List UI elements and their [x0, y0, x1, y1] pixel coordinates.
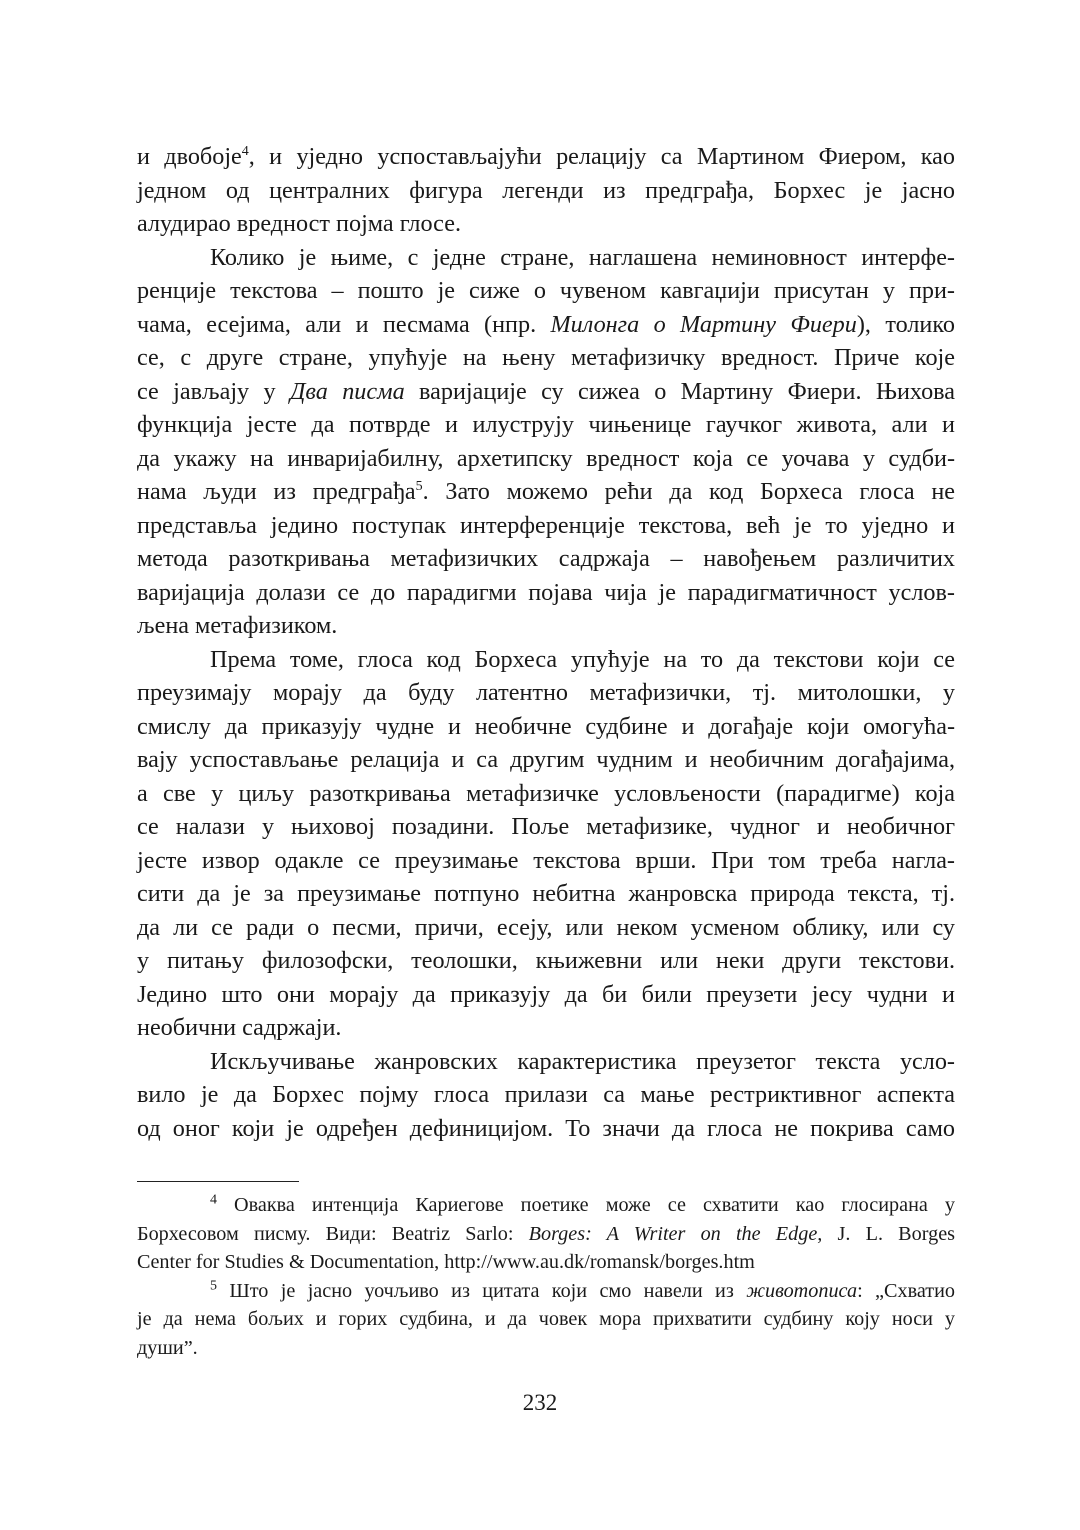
text-run: : „Схватио [857, 1279, 955, 1302]
text-line: да укажу на инваријабилну, архетипску вредност која се уочава у судби- [137, 444, 955, 472]
footnote-number: 4 [210, 1192, 217, 1208]
text-line: вило је да Борхес појму глоса прилази са мање рестриктивног аспекта [137, 1081, 955, 1108]
text-run: чама, есејима, али и песмама (нпр. [137, 310, 551, 338]
text-run: . Зато можемо рећи да код Борхеса глоса не [422, 478, 956, 505]
text-run: варијације су сижеа о Мартину Фиери. Њихова [404, 377, 956, 405]
text-line [137, 475, 955, 509]
text-line: необични садржаји. [137, 1014, 342, 1041]
text-line: души”. [137, 1336, 198, 1359]
text-line: сити да је за преузимање потпуно небитна жанровска природа текста, тј. [137, 880, 955, 907]
title-italic: Два писма [290, 377, 405, 405]
text-run: Оваква интенција Кариегове поетике може се схватити као глосирана у [217, 1194, 955, 1216]
text-line: преузимају морају да буду латентно метафизички, тј. митолошки, у [137, 679, 955, 706]
paragraph [137, 241, 955, 643]
text-line: љена метафизиком. [137, 612, 338, 639]
text-run: се јављају у [137, 377, 291, 405]
text-line: смислу да приказују чудне и необичне судбине и догађаје који омогућа- [137, 712, 955, 740]
text-line: од оног који је одређен дефиницијом. То значи да глоса не покрива само [137, 1114, 955, 1142]
text-line: у питању филозофски, теолошки, књижевни или неки други текстови. [137, 947, 955, 974]
text-line: Једино што они морају да приказују да би били преузети јесу чудни и [137, 980, 955, 1008]
text-line: а све у циљу разоткривања метафизичке условљености (парадигме) која [137, 779, 955, 807]
text-line [137, 1191, 955, 1220]
text-run: ), толико [856, 310, 955, 338]
footnote-5 [137, 1277, 955, 1363]
footnotes [137, 1191, 955, 1362]
text-line: варијација долази се до парадигми појава чија је парадигматичност услов- [137, 578, 955, 606]
text-line: представља једино поступак интерференције текстова, већ је то уједно и [137, 511, 955, 539]
footnote-number: 5 [210, 1277, 217, 1293]
text-line: једном од централних фигура легенди из предграђа, Борхес је јасно [137, 176, 955, 204]
text-run: Што је јасно уочљиво из цитата који смо навели из [217, 1279, 747, 1302]
text-line [137, 140, 955, 174]
text-line: алудирао вредност појма глосе. [137, 210, 461, 237]
footnote-ref-5[interactable]: 5 [415, 478, 423, 494]
text-line: јесте извор одакле се преузимање текстова врши. При том треба нагла- [137, 846, 955, 874]
text-line: метода разоткривања метафизичких садржаја – навођењем различитих [137, 545, 955, 572]
text-line: Колико је њиме, с једне стране, наглашена неминовност интерфе- [210, 243, 955, 271]
text-line [137, 375, 955, 409]
page-number: 232 [522, 1390, 558, 1415]
text-run: J. L. Borges [822, 1222, 956, 1245]
text-line: вају успостављање релација и са другим чудним и необичним догађајима, [137, 746, 955, 773]
title-italic: Милонга о Мартину Фиери [550, 310, 857, 338]
text-run: нама људи из предграђа [137, 478, 416, 505]
text-run: , и уједно успостављајући релацију са Мартином Фиером, као [248, 143, 955, 170]
text-line: функција јесте да потврде и илуструју чињенице гаучког живота, али и [137, 411, 955, 438]
paragraph [137, 643, 955, 1045]
paragraph [137, 140, 955, 241]
text-line [137, 1277, 955, 1306]
text-run: Борхесовом писму. Види: Beatriz Sarlo: [137, 1222, 529, 1245]
text-line [137, 1220, 955, 1249]
text-line: се, с друге стране, упућује на њену метафизичку вредност. Приче које [137, 344, 955, 371]
text-line: Према томе, глоса код Борхеса упућује на то да текстови који се [210, 645, 955, 673]
footnote-divider [137, 1181, 299, 1182]
body-text [137, 140, 955, 1145]
text-line: Искључивање жанровских карактеристика преузетог текста усло- [210, 1047, 955, 1075]
text-line: се налази у њиховој позадини. Поље метафизике, чудног и необичног [137, 813, 955, 840]
paragraph [137, 1045, 955, 1146]
title-italic: Borges: A Writer on the Edge, [528, 1222, 823, 1245]
title-italic: животописа [746, 1279, 858, 1302]
text-run: и двобоје [137, 143, 242, 170]
text-line: је да нема бољих и горих судбина, и да човек мора прихватити судбину коју носи у [137, 1308, 955, 1330]
text-line: Center for Studies & Documentation, http://www.au.dk/romansk/borges.htm [137, 1251, 755, 1273]
text-line: да ли се ради о песми, причи, есеју, или неком усменом облику, или су [137, 913, 955, 941]
text-line: ренције текстова – пошто је сиже о чувеном кавгаџији присутан у при- [137, 277, 955, 304]
footnote-ref-4[interactable]: 4 [241, 143, 249, 159]
text-line [137, 308, 955, 342]
footnote-4 [137, 1191, 955, 1277]
